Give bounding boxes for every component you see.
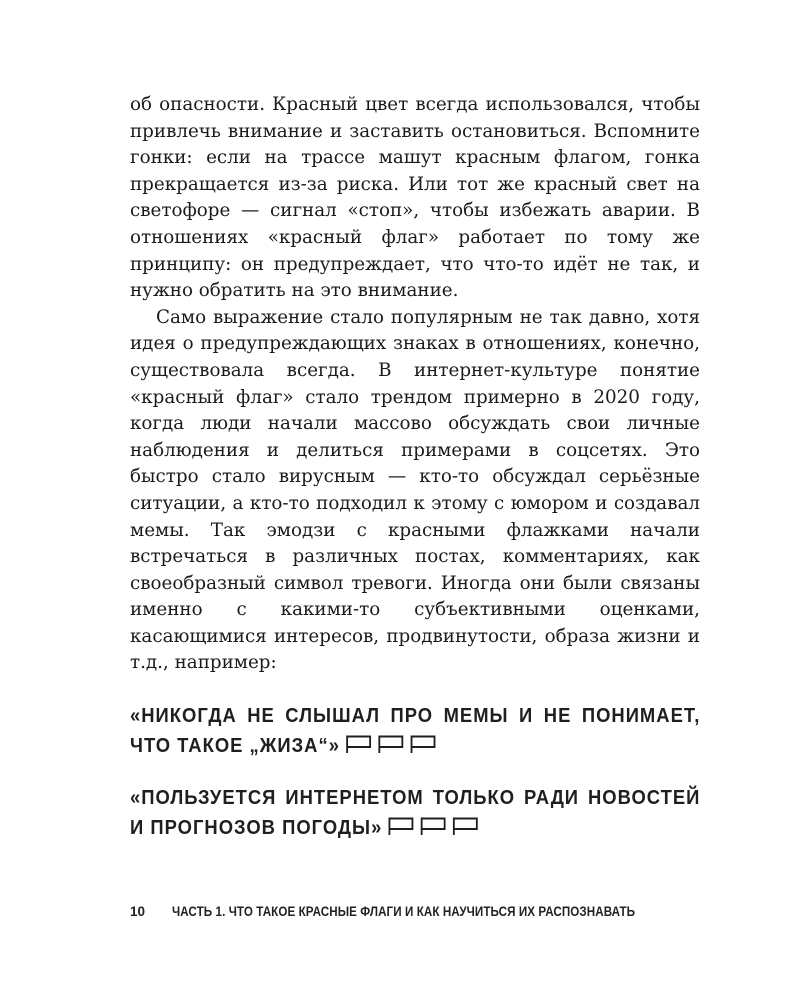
flag-outline-icon <box>452 816 480 836</box>
flag-outline-icon <box>345 734 373 754</box>
example-quote-1-text: «НИКОГДА НЕ СЛЫШАЛ ПРО МЕМЫ И НЕ ПОНИМАЕТ, ЧТО ТАКОЕ „ЖИЗА“» <box>130 705 701 758</box>
example-quote-2-text: «ПОЛЬЗУЕТСЯ ИНТЕРНЕТОМ ТОЛЬКО РАДИ НОВОСТЕЙ И ПРОГНОЗОВ ПОГОДЫ» <box>130 787 701 840</box>
flag-outline-icon <box>410 734 438 754</box>
page-body <box>130 92 700 843</box>
flag-group-2 <box>388 816 480 836</box>
flag-outline-icon <box>388 816 416 836</box>
example-quote-2 <box>130 783 700 843</box>
flag-outline-icon <box>420 816 448 836</box>
running-title: ЧАСТЬ 1. ЧТО ТАКОЕ КРАСНЫЕ ФЛАГИ И КАК НАУЧИТЬСЯ ИХ РАСПОЗНАВАТЬ <box>172 904 636 919</box>
body-paragraph-2: Само выражение стало популярным не так давно, хотя идея о предупреждающих знаках в отношениях, конечно, существовала всегда. В интернет-культуре понятие «красный флаг» стало трендом примерно в 2020 году, когда люди начали массово обсуждать свои личные наблюдения и делиться примерами в соцсетях. Это быстро стало вирусным — кто-то обсуждал серьёзные ситуации, а кто-то подходил к этому с юмором и создавал мемы. Так эмодзи с красными флажками начали встречаться в различных постах, комментариях, как своеобразный символ тревоги. Иногда они были связаны именно с какими-то субъективными оценками, касающимися интересов, продвинутости, образа жизни и т.д., например: <box>130 306 700 674</box>
flag-outline-icon <box>378 734 406 754</box>
body-paragraph-1: об опасности. Красный цвет всегда использовался, чтобы привлечь внимание и заставить остановиться. Вспомните гонки: если на трассе машут красным флагом, гонка прекращается из-за риска. Или тот же красный свет на светофоре — сигнал «стоп», чтобы избежать аварии. В отношениях «красный флаг» работает по тому же принципу: он предупреждает, что что-то идёт не так, и нужно обратить на это внимание. <box>130 94 700 302</box>
page-number: 10 <box>130 904 146 919</box>
flag-group-1 <box>345 734 437 754</box>
page-footer <box>130 904 730 919</box>
example-quote-1 <box>130 701 700 761</box>
